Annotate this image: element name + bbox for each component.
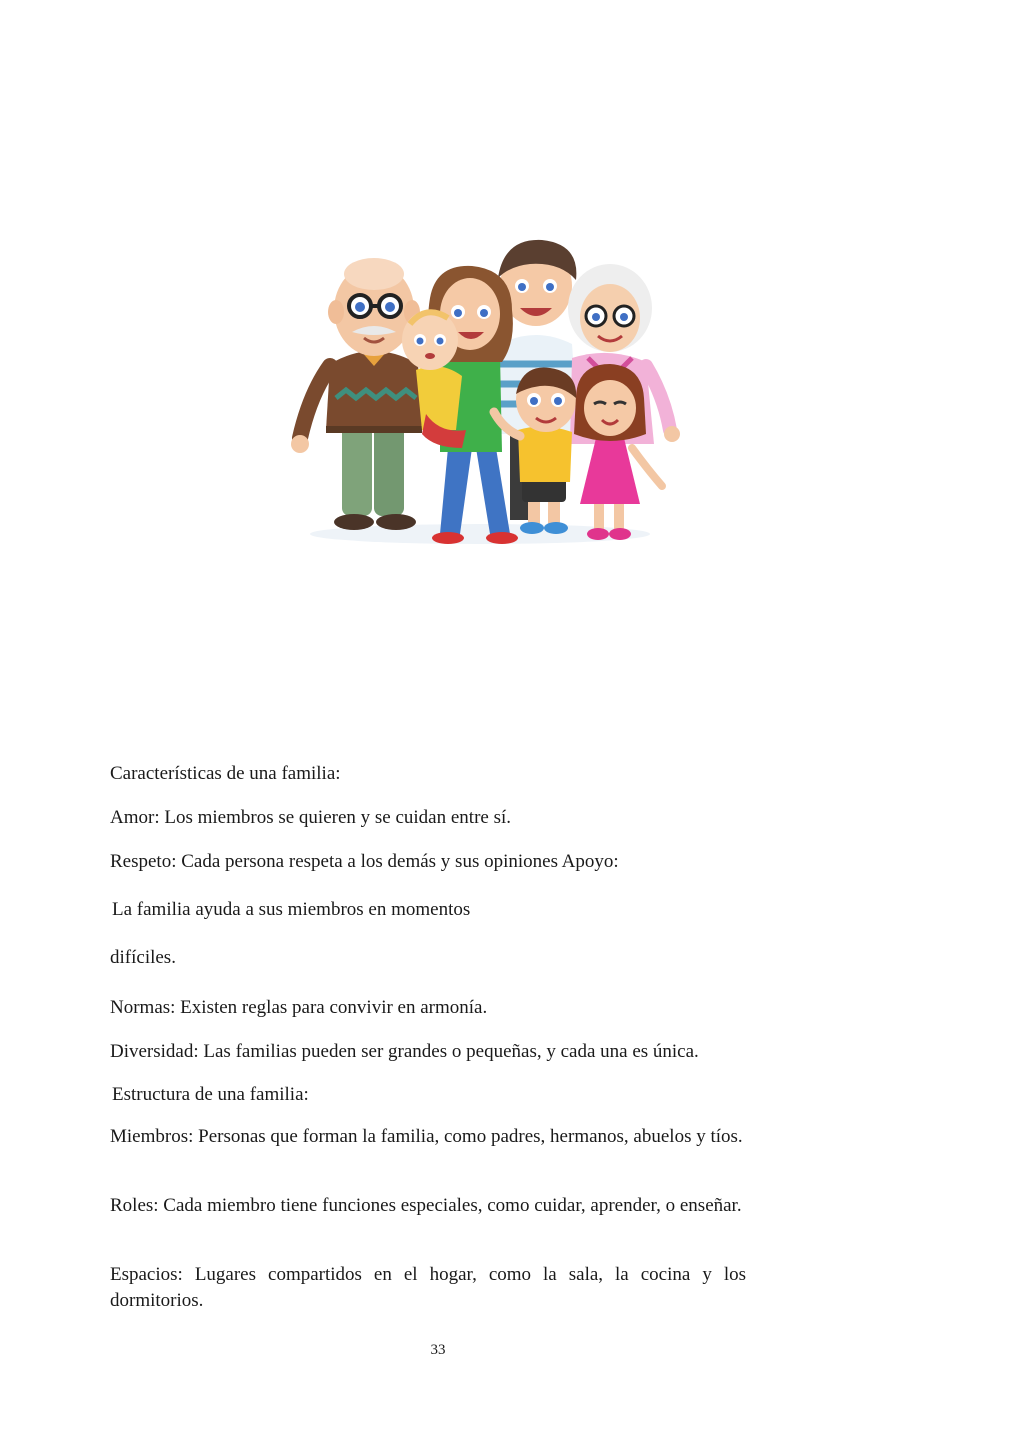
paragraph-miembros: Miembros: Personas que forman la familia, como padres, hermanos, abuelos y tíos. <box>110 1126 743 1147</box>
paragraph-diversidad: Diversidad: Las familias pueden ser grandes o pequeñas, y cada una es única. <box>110 1041 699 1062</box>
paragraph-amor: Amor: Los miembros se quieren y se cuidan entre sí. <box>110 807 512 828</box>
girl-figure <box>574 364 662 540</box>
page-number: 33 <box>430 1342 446 1358</box>
paragraph-apoyo-line1: La familia ayuda a sus miembros en momentos <box>112 899 471 920</box>
section-heading-estructura: Estructura de una familia: <box>112 1084 309 1105</box>
paragraph-espacios: Espacios: Lugares compartidos en el hogar, como la sala, la cocina y los dormitorios. <box>110 1264 746 1311</box>
paragraph-roles: Roles: Cada miembro tiene funciones especiales, como cuidar, aprender, o enseñar. <box>110 1195 742 1216</box>
paragraph-apoyo-line2: difíciles. <box>110 947 176 968</box>
paragraph-respeto: Respeto: Cada persona respeta a los demás y sus opiniones Apoyo: <box>110 851 619 872</box>
family-illustration <box>290 234 682 552</box>
section-heading-caracteristicas: Características de una familia: <box>110 763 341 784</box>
grandfather-figure <box>291 258 422 530</box>
paragraph-normas: Normas: Existen reglas para convivir en armonía. <box>110 997 488 1018</box>
